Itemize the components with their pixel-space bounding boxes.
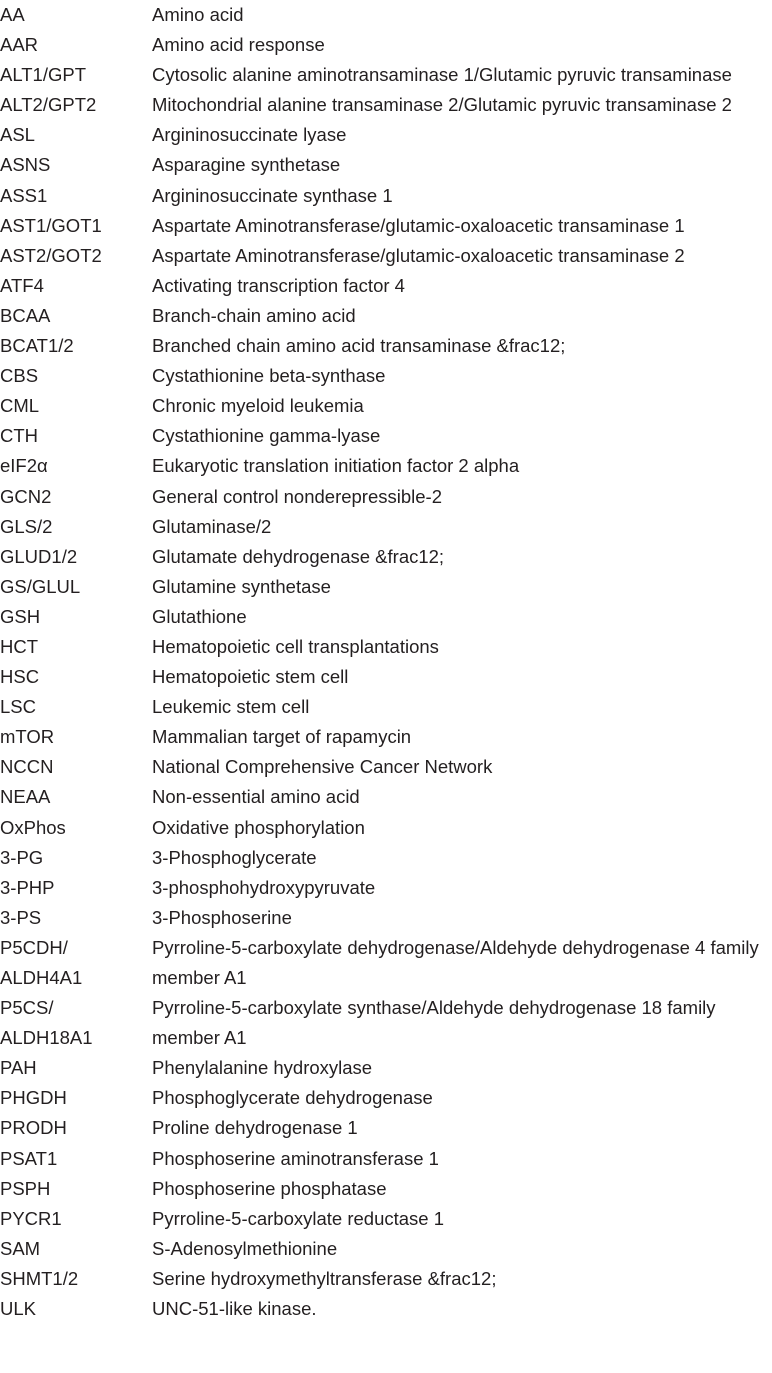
abbreviation-definition: Branch-chain amino acid — [152, 304, 356, 326]
abbreviation-term: SHMT1/2 — [0, 1267, 79, 1289]
glossary-entry — [0, 632, 772, 662]
abbreviation-definition: 3-Phosphoglycerate — [152, 846, 317, 868]
abbreviation-definition: Cytosolic alanine aminotransaminase 1/Glutamic pyruvic transaminase — [152, 64, 732, 86]
abbreviation-term: AST1/GOT1 — [0, 214, 102, 236]
glossary-entry — [0, 572, 772, 602]
abbreviation-term: GLS/2 — [0, 515, 53, 537]
glossary-entry — [0, 361, 772, 391]
abbreviation-definition: Mammalian target of rapamycin — [152, 726, 412, 748]
abbreviation-definition: Aspartate Aminotransferase/glutamic-oxaloacetic transaminase 1 — [152, 214, 685, 236]
abbreviation-term: BCAA — [0, 304, 51, 326]
abbreviation-definition: Hematopoietic stem cell — [152, 666, 349, 688]
abbreviation-definition: Activating transcription factor 4 — [152, 274, 405, 296]
abbreviation-term: PHGDH — [0, 1087, 67, 1109]
abbreviation-term: mTOR — [0, 726, 55, 748]
abbreviation-definition: Glutamine synthetase — [152, 575, 331, 597]
glossary-entry — [0, 120, 772, 150]
abbreviation-definition: Phosphoserine aminotransferase 1 — [152, 1147, 439, 1169]
abbreviation-term: ATF4 — [0, 274, 44, 296]
abbreviation-definition: Phenylalanine hydroxylase — [152, 1057, 373, 1079]
abbreviation-definition: 3-phosphohydroxypyruvate — [152, 876, 376, 898]
abbreviation-definition: Pyrroline-5-carboxylate dehydrogenase/Aldehyde dehydrogenase 4 family member A1 — [152, 936, 759, 988]
glossary-entry — [0, 1294, 772, 1324]
abbreviation-definition: Serine hydroxymethyltransferase &frac12; — [152, 1267, 497, 1289]
glossary-entry — [0, 602, 772, 632]
abbreviation-term: ALT2/GPT2 — [0, 94, 97, 116]
abbreviation-definition: UNC-51-like kinase. — [152, 1298, 317, 1320]
glossary-entry — [0, 421, 772, 451]
abbreviation-definition: Eukaryotic translation initiation factor 2 alpha — [152, 455, 520, 477]
glossary-entry — [0, 301, 772, 331]
glossary-entry — [0, 752, 772, 782]
glossary-entry — [0, 903, 772, 933]
abbreviation-definition: Pyrroline-5-carboxylate synthase/Aldehyde dehydrogenase 18 family member A1 — [152, 997, 716, 1049]
abbreviation-term: ASS1 — [0, 184, 48, 206]
abbreviation-definition: Argininosuccinate synthase 1 — [152, 184, 393, 206]
abbreviation-definition: Branched chain amino acid transaminase &frac12; — [152, 335, 566, 357]
abbreviation-term: 3-PHP — [0, 876, 55, 898]
glossary-entry — [0, 662, 772, 692]
glossary-entry — [0, 1113, 772, 1143]
abbreviation-term: GLUD1/2 — [0, 545, 78, 567]
glossary-entry — [0, 722, 772, 752]
abbreviation-term: PSPH — [0, 1177, 51, 1199]
glossary-entry — [0, 813, 772, 843]
glossary-entry — [0, 512, 772, 542]
abbreviation-definition: Chronic myeloid leukemia — [152, 395, 364, 417]
abbreviation-definition: S-Adenosylmethionine — [152, 1237, 338, 1259]
glossary-entry — [0, 181, 772, 211]
abbreviation-term: AAR — [0, 34, 39, 56]
abbreviation-definition: Amino acid — [152, 4, 244, 25]
abbreviation-term: ULK — [0, 1298, 36, 1320]
glossary-entry — [0, 993, 772, 1053]
abbreviation-definition: Cystathionine gamma-lyase — [152, 425, 381, 447]
abbreviation-term: HCT — [0, 635, 39, 657]
abbreviation-definition: Glutathione — [152, 605, 247, 627]
abbreviation-definition: Proline dehydrogenase 1 — [152, 1117, 358, 1139]
abbreviation-definition: Glutamate dehydrogenase &frac12; — [152, 545, 445, 567]
glossary-entry — [0, 782, 772, 812]
abbreviation-definition: Phosphoglycerate dehydrogenase — [152, 1087, 433, 1109]
abbreviation-term: GCN2 — [0, 485, 52, 507]
abbreviation-term: BCAT1/2 — [0, 335, 74, 357]
glossary-entry — [0, 1174, 772, 1204]
abbreviation-term: SAM — [0, 1237, 41, 1259]
abbreviation-definition: Amino acid response — [152, 34, 325, 56]
abbreviation-term: AST2/GOT2 — [0, 244, 102, 266]
glossary-entry — [0, 331, 772, 361]
glossary-entry — [0, 1053, 772, 1083]
abbreviation-term: P5CS/ ALDH18A1 — [0, 997, 93, 1049]
abbreviation-term: LSC — [0, 696, 36, 718]
abbreviation-definition: Phosphoserine phosphatase — [152, 1177, 387, 1199]
glossary-entry — [0, 391, 772, 421]
abbreviation-term: CBS — [0, 365, 39, 387]
glossary-entry — [0, 1264, 772, 1294]
glossary-entry — [0, 1144, 772, 1174]
abbreviation-term: PRODH — [0, 1117, 67, 1139]
abbreviation-term: PAH — [0, 1057, 37, 1079]
abbreviation-term: GSH — [0, 605, 41, 627]
abbreviation-term: OxPhos — [0, 816, 66, 838]
abbreviation-term: GS/GLUL — [0, 575, 81, 597]
abbreviation-term: CML — [0, 395, 40, 417]
abbreviation-term: HSC — [0, 666, 40, 688]
abbreviation-definition: Asparagine synthetase — [152, 154, 341, 176]
abbreviation-term: PSAT1 — [0, 1147, 58, 1169]
abbreviation-definition: Mitochondrial alanine transaminase 2/Glutamic pyruvic transaminase 2 — [152, 94, 732, 116]
glossary-entry — [0, 150, 772, 180]
glossary-entry — [0, 241, 772, 271]
glossary-entry — [0, 482, 772, 512]
glossary-entry — [0, 451, 772, 481]
abbreviation-definition: Non-essential amino acid — [152, 786, 360, 808]
glossary-entry — [0, 692, 772, 722]
abbreviation-definition: Argininosuccinate lyase — [152, 124, 347, 146]
glossary-entry — [0, 1204, 772, 1234]
abbreviation-term: eIF2α — [0, 455, 48, 477]
abbreviation-definition: 3-Phosphoserine — [152, 906, 292, 928]
abbreviation-definition: Leukemic stem cell — [152, 696, 310, 718]
abbreviation-term: CTH — [0, 425, 39, 447]
abbreviation-term: NCCN — [0, 756, 54, 778]
glossary-entry — [0, 1083, 772, 1113]
abbreviation-term: 3-PG — [0, 846, 44, 868]
abbreviation-term: 3-PS — [0, 906, 42, 928]
abbreviation-definition: Hematopoietic cell transplantations — [152, 635, 439, 657]
abbreviation-term: ASL — [0, 124, 35, 146]
glossary-entry — [0, 843, 772, 873]
glossary-entry — [0, 271, 772, 301]
glossary-entry — [0, 30, 772, 60]
glossary-entry — [0, 1234, 772, 1264]
abbreviation-term: P5CDH/ ALDH4A1 — [0, 936, 83, 988]
abbreviation-term: PYCR1 — [0, 1207, 62, 1229]
abbreviation-term: NEAA — [0, 786, 51, 808]
abbreviation-definition: Cystathionine beta-synthase — [152, 365, 386, 387]
abbreviation-definition: Aspartate Aminotransferase/glutamic-oxaloacetic transaminase 2 — [152, 244, 685, 266]
abbreviation-definition: Oxidative phosphorylation — [152, 816, 365, 838]
abbreviation-definition: National Comprehensive Cancer Network — [152, 756, 493, 778]
abbreviation-definition: Pyrroline-5-carboxylate reductase 1 — [152, 1207, 445, 1229]
glossary-entry — [0, 211, 772, 241]
glossary-entry — [0, 90, 772, 120]
glossary-entry — [0, 0, 772, 30]
glossary-entry — [0, 60, 772, 90]
abbreviation-term: AA — [0, 4, 25, 25]
abbreviation-term: ALT1/GPT — [0, 64, 87, 86]
glossary-entry — [0, 873, 772, 903]
abbreviation-term: ASNS — [0, 154, 51, 176]
abbreviation-definition: General control nonderepressible-2 — [152, 485, 443, 507]
abbreviation-definition: Glutaminase/2 — [152, 515, 272, 537]
glossary-entry — [0, 933, 772, 993]
glossary-entry — [0, 542, 772, 572]
